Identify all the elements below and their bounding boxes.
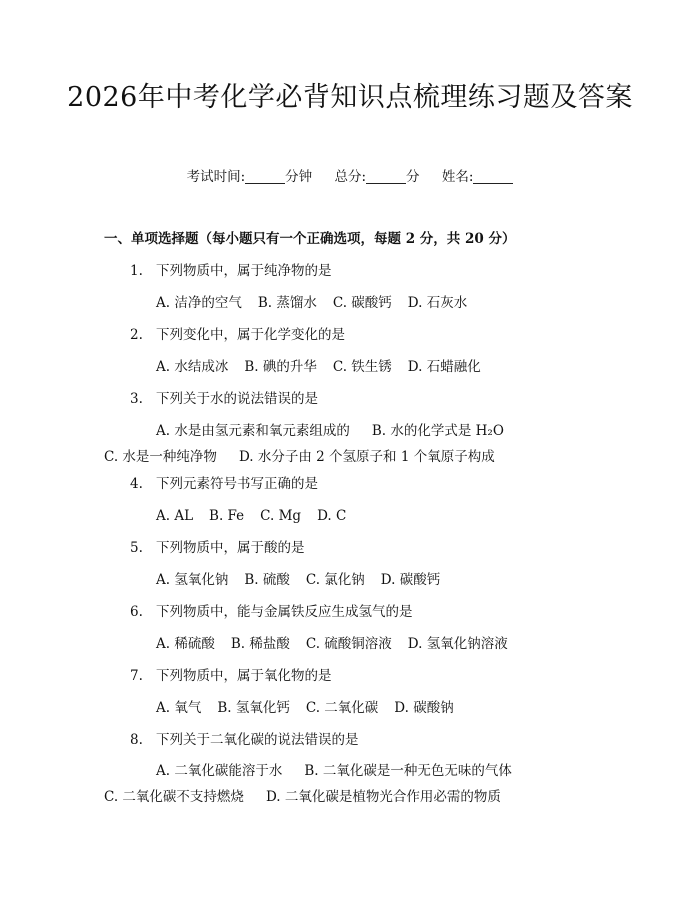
option-a: A. 二氧化碳能溶于水 — [156, 763, 283, 779]
total-score-field — [334, 167, 419, 187]
student-name-label: 姓名: — [441, 169, 474, 185]
question-stem — [104, 261, 596, 281]
question-text: 下列关于二氧化碳的说法错误的是 — [156, 732, 359, 748]
question-options — [104, 418, 596, 470]
total-score-unit: 分 — [406, 169, 420, 185]
question-number: 3. — [130, 391, 143, 407]
question-stem — [104, 325, 596, 345]
option-d: D. 氢氧化钠溶液 — [407, 636, 508, 652]
question-options — [104, 293, 596, 313]
question-options — [104, 758, 596, 810]
option-a: A. 水结成冰 — [156, 359, 229, 375]
option-c: C. 铁生锈 — [332, 359, 392, 375]
student-name-field — [442, 167, 514, 187]
option-b: B. 水的化学式是 H₂O — [371, 423, 504, 439]
exam-time-unit: 分钟 — [285, 169, 313, 185]
option-c: C. 水是一种纯净物 — [104, 449, 217, 465]
exam-time-label: 考试时间: — [186, 169, 246, 185]
option-d: D. 石灰水 — [407, 295, 468, 311]
option-d: D. C — [317, 508, 347, 524]
option-b: B. 硫酸 — [244, 572, 290, 588]
option-c: C. 二氧化碳不支持燃烧 — [104, 789, 244, 805]
question-stem — [104, 474, 596, 494]
question-stem — [104, 730, 596, 750]
option-a: A. 稀硫酸 — [156, 636, 215, 652]
question-number: 2. — [130, 327, 143, 343]
question-text: 下列物质中，属于纯净物的是 — [156, 263, 332, 279]
question-text: 下列元素符号书写正确的是 — [156, 476, 318, 492]
option-d: D. 水分子由 2 个氢原子和 1 个氧原子构成 — [238, 449, 495, 465]
question-options — [104, 698, 596, 718]
option-a: A. 氧气 — [156, 700, 202, 716]
question-number: 8. — [130, 732, 143, 748]
option-d: D. 碳酸钠 — [394, 700, 454, 716]
question-text: 下列变化中，属于化学变化的是 — [156, 327, 345, 343]
option-b: B. 二氧化碳是一种无色无味的气体 — [304, 763, 512, 779]
question-options — [104, 506, 596, 526]
exam-time-blank[interactable] — [245, 169, 285, 184]
question-stem — [104, 538, 596, 558]
total-score-blank[interactable] — [366, 169, 406, 184]
total-score-label: 总分: — [334, 169, 367, 185]
option-c: C. 二氧化碳 — [305, 700, 379, 716]
option-a: A. 水是由氢元素和氧元素组成的 — [156, 423, 350, 439]
exam-time-field — [187, 167, 313, 187]
question-options — [104, 357, 596, 377]
option-a: A. AL — [156, 508, 194, 524]
option-c: C. 碳酸钙 — [332, 295, 392, 311]
option-a: A. 洁净的空气 — [156, 295, 242, 311]
question-number: 1. — [130, 263, 143, 279]
question-stem — [104, 666, 596, 686]
question-number: 4. — [130, 476, 143, 492]
option-a: A. 氢氧化钠 — [156, 572, 229, 588]
question-number: 6. — [130, 604, 143, 620]
student-name-blank[interactable] — [473, 169, 513, 184]
section-heading: 一、单项选择题（每小题只有一个正确选项，每题 2 分，共 20 分） — [104, 231, 516, 247]
option-d: D. 二氧化碳是植物光合作用必需的物质 — [265, 789, 501, 805]
option-b: B. 氢氧化钙 — [217, 700, 290, 716]
option-d: D. 碳酸钙 — [380, 572, 441, 588]
option-c: C. 硫酸铜溶液 — [305, 636, 392, 652]
question-number: 7. — [130, 668, 143, 684]
option-b: B. 稀盐酸 — [230, 636, 290, 652]
exam-info-line — [0, 167, 700, 187]
option-b: B. 碘的升华 — [244, 359, 317, 375]
question-number: 5. — [130, 540, 143, 556]
question-options — [104, 634, 596, 654]
question-text: 下列物质中，属于氧化物的是 — [156, 668, 332, 684]
option-c: C. Mg — [260, 508, 302, 524]
question-options — [104, 570, 596, 590]
question-text: 下列物质中，属于酸的是 — [156, 540, 305, 556]
page-title: 2026年中考化学必背知识点梳理练习题及答案 — [67, 82, 633, 113]
question-stem — [104, 389, 596, 409]
option-d: D. 石蜡融化 — [407, 359, 481, 375]
option-b: B. Fe — [209, 508, 245, 524]
option-c: C. 氯化钠 — [305, 572, 365, 588]
question-text: 下列关于水的说法错误的是 — [156, 391, 318, 407]
question-text: 下列物质中，能与金属铁反应生成氢气的是 — [156, 604, 413, 620]
option-b: B. 蒸馏水 — [257, 295, 317, 311]
question-stem — [104, 602, 596, 622]
